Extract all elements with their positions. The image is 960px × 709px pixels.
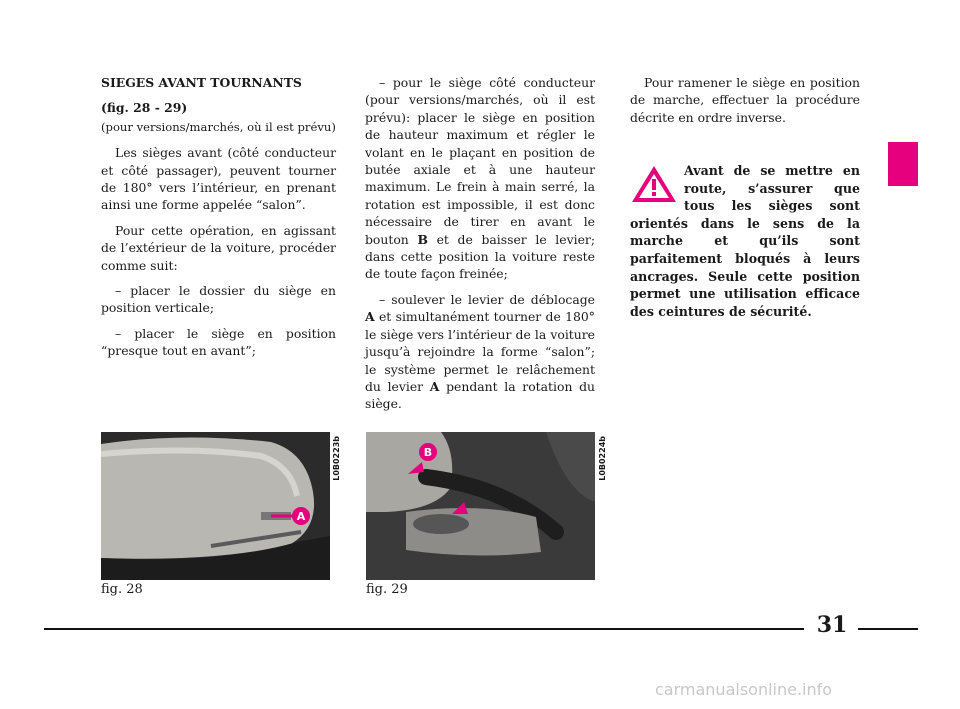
watermark: carmanualsonline.info xyxy=(655,680,833,699)
footer-rule-right xyxy=(858,628,918,630)
figure-code: L0B0223b xyxy=(332,436,341,481)
step: – placer le dossier du siège en position verticale; xyxy=(101,283,336,316)
section-title: SIEGES AVANT TOURNANTS xyxy=(101,75,302,90)
figure-28-photo xyxy=(101,432,330,580)
figure-caption: fig. 28 xyxy=(101,582,143,597)
column-1 xyxy=(101,74,336,368)
step: – soulever le levier de déblocage A et simultanément tourner de 180° le siège vers l’intérieur de la voiture jusqu’à rejoindre la forme “salon”; le système permet le relâchement du levier A pendant la rotation du siège. xyxy=(365,291,596,412)
footer-rule-left xyxy=(44,628,804,630)
paragraph: Les sièges avant (côté conducteur et côté passager), peuvent tourner de 180° vers l’intérieur, en prenant ainsi une forme appelée “salon”. xyxy=(101,145,336,213)
column-3 xyxy=(630,74,860,134)
figure-29-photo xyxy=(366,432,595,580)
figure-reference: (fig. 28 - 29) xyxy=(101,100,188,116)
paragraph: Pour cette opération, en agissant de l’extérieur de la voiture, procéder comme suit: xyxy=(101,222,336,273)
column-2 xyxy=(365,74,595,421)
paragraph: Pour ramener le siège en position de marche, effectuer la procédure décrite en ordre inverse. xyxy=(630,75,860,125)
page-number: 31 xyxy=(816,612,848,638)
figure-caption: fig. 29 xyxy=(366,582,408,597)
warning-triangle-icon xyxy=(630,164,678,204)
warning-text: Avant de se mettre en route, s’assurer que tous les sièges sont orientés dans le sens de la marche et qu’ils sont parfaitement bloqués à leurs ancrages. Seule cette position permet une utilisation efficace des ceintures de sécurité. xyxy=(630,163,860,319)
marker-b: B xyxy=(423,446,433,459)
step: – pour le siège côté conducteur (pour versions/marchés, où il est prévu): placer le siège en position de hauteur maximum et régler le volant en le plaçant en position de butée axiale et à une hauteur maximum. Le frein à main serré, la rotation est impossible, il est donc nécessaire de tirer en avant le bouton B et de baisser le levier; dans cette position la voiture reste de toute façon freinée; xyxy=(365,75,596,282)
availability-note: (pour versions/marchés, où il est prévu) xyxy=(101,119,336,134)
marker-a: A xyxy=(296,510,306,523)
warning-box xyxy=(630,162,860,320)
figure-code: L0B0224b xyxy=(598,436,607,481)
section-tab xyxy=(888,142,918,186)
step: – placer le siège en position “presque tout en avant”; xyxy=(101,325,336,359)
